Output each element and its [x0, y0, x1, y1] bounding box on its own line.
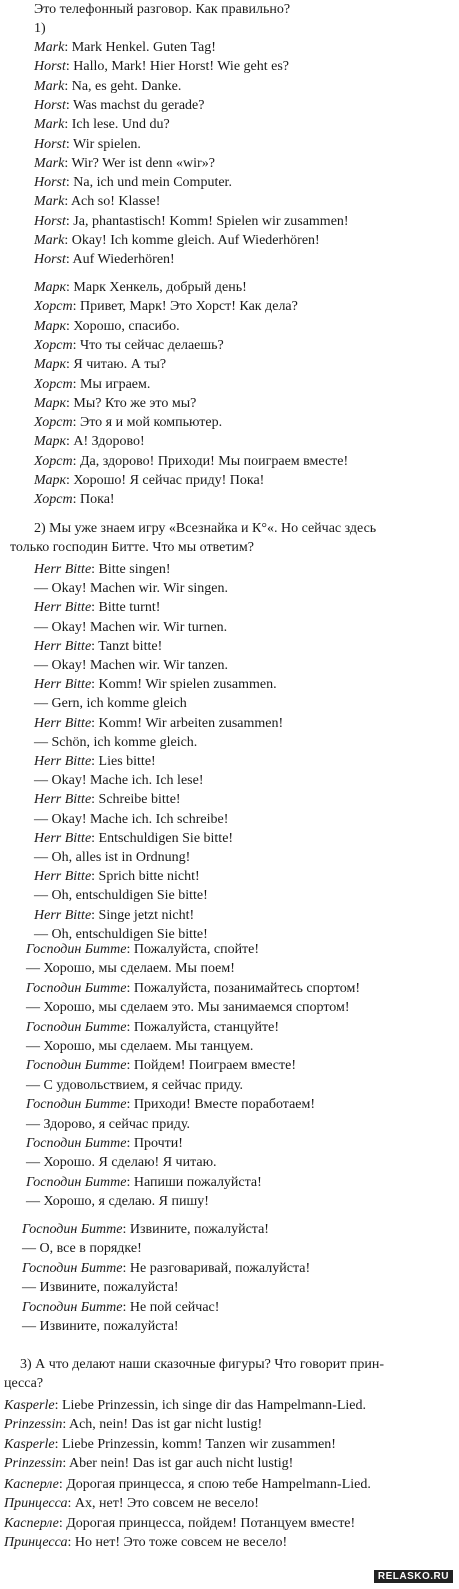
line-text: : Мы играем.	[72, 376, 151, 392]
dialog-line	[26, 1153, 217, 1172]
dialog-line	[34, 135, 141, 154]
speaker-name: Herr Bitte	[34, 792, 92, 808]
dialog-line	[4, 1454, 293, 1473]
line-text: : Lies bitte!	[91, 754, 156, 769]
speaker-name: Mark	[34, 117, 65, 133]
line-text: : Дорогая принцесса, я спою тебе Hampelmann-Lied.	[58, 1477, 371, 1492]
line-text: — Oh, entschuldigen Sie bitte!	[34, 926, 208, 942]
line-text: : Марк Хенкель, добрый день!	[66, 280, 247, 295]
dialog-line	[34, 906, 194, 925]
dialog-line	[22, 1239, 142, 1258]
speaker-name: Марк	[34, 434, 67, 450]
line-text: : Напиши пожалуйста!	[126, 1174, 262, 1190]
dialog-line	[34, 154, 215, 173]
line-text: : Привет, Марк! Это Хорст! Как дела?	[72, 299, 298, 315]
dialog-line	[34, 413, 222, 432]
dialog-line	[34, 173, 232, 192]
dialog-line	[34, 714, 283, 733]
speaker-name: Господин Битте	[26, 1174, 127, 1190]
dialog-line	[22, 1259, 310, 1278]
speaker-name: Kasperle	[4, 1398, 55, 1413]
line-text: : Это я и мой компьютер.	[72, 415, 223, 431]
dialog-line	[26, 1173, 262, 1192]
line-text: : Ach, nein! Das ist gar nicht lustig!	[62, 1417, 263, 1433]
line-text: : Ja, phantastisch! Komm! Spielen wir zusammen!	[65, 213, 349, 229]
dialog-line	[34, 77, 181, 96]
line-text: : Я читаю. А ты?	[66, 357, 167, 373]
line-text: : Не разговаривай, пожалуйста!	[122, 1260, 311, 1276]
speaker-name: Horst	[34, 136, 66, 152]
speaker-name: Mark	[34, 78, 65, 94]
speaker-name: Господин Битте	[26, 1019, 127, 1035]
dialog-line	[34, 867, 200, 886]
line-text: : Ich lese. Und du?	[64, 117, 170, 133]
dialog-line	[34, 618, 227, 637]
speaker-name: Herr Bitte	[34, 562, 92, 577]
section-2-heading-line-1: 2) Мы уже знаем игру «Всезнайка и К°«. Но сейчас здесь	[34, 521, 377, 536]
line-text: — Хорошо, мы сделаем. Мы поем!	[26, 961, 235, 977]
line-text: : Komm! Wir arbeiten zusammen!	[91, 715, 284, 731]
dialog-line	[26, 1115, 190, 1134]
line-text: : Bitte turnt!	[91, 600, 161, 616]
dialog-line	[34, 675, 277, 694]
dialog-line	[34, 317, 180, 336]
speaker-name: Horst	[34, 97, 66, 113]
dialog-line	[26, 1134, 183, 1153]
line-text: — О, все в порядке!	[22, 1241, 142, 1257]
dialog-line	[26, 1076, 243, 1095]
dialog-line	[26, 1018, 279, 1037]
dialog-line	[26, 959, 235, 978]
speaker-name: Марк	[34, 473, 67, 488]
dialog-line	[26, 1192, 209, 1211]
line-text: : А! Здорово!	[66, 434, 145, 450]
line-text: : Ах, нет! Это совсем не весело!	[67, 1496, 259, 1512]
speaker-name: Господин Битте	[22, 1260, 123, 1276]
speaker-name: Prinzessin	[4, 1417, 63, 1433]
line-text: : Liebe Prinzessin, ich singe dir das Hampelmann-Lied.	[54, 1398, 366, 1413]
section-3-heading-line-1: 3) А что делают наши сказочные фигуры? Что говорит прин-	[20, 1357, 385, 1372]
line-text: — Извините, пожалуйста!	[22, 1280, 179, 1296]
speaker-name: Herr Bitte	[34, 638, 92, 654]
dialog-line	[34, 471, 264, 490]
line-text: — Okay! Mache ich. Ich lese!	[34, 773, 204, 789]
speaker-name: Марк	[34, 318, 67, 334]
dialog-line	[34, 297, 298, 316]
speaker-name: Хорст	[34, 453, 73, 469]
dialog-line	[34, 733, 197, 752]
speaker-name: Mark	[34, 233, 65, 248]
dialog-line	[4, 1533, 287, 1552]
line-text: — Хорошо, мы сделаем. Мы танцуем.	[26, 1039, 254, 1054]
dialog-line	[34, 115, 170, 134]
speaker-name: Herr Bitte	[34, 869, 92, 885]
speaker-name: Хорст	[34, 415, 73, 431]
line-text: : Пожалуйста, станцуйте!	[126, 1019, 280, 1035]
speaker-name: Mark	[34, 194, 65, 210]
dialog-line	[22, 1317, 179, 1336]
speaker-name: Господин Битте	[26, 980, 127, 996]
speaker-name: Касперле	[4, 1477, 59, 1492]
line-text: : Мы? Кто же это мы?	[66, 395, 197, 411]
dialog-line	[34, 886, 208, 905]
speaker-name: Хорст	[34, 492, 73, 508]
speaker-name: Хорст	[34, 376, 73, 392]
line-text: : Mark Henkel. Guten Tag!	[64, 40, 216, 55]
line-text: : Извините, пожалуйста!	[122, 1222, 269, 1237]
line-text: — Хорошо, мы сделаем это. Мы занимаемся спортом!	[26, 1000, 350, 1016]
line-text: : Na, ich und mein Computer.	[65, 175, 232, 191]
speaker-name: Принцесса	[4, 1534, 68, 1550]
dialog-line	[34, 694, 187, 713]
speaker-name: Herr Bitte	[34, 754, 92, 769]
dialog-line	[34, 637, 162, 656]
dialog-line	[34, 598, 160, 617]
section-3-heading-line-2: цесса?	[4, 1376, 44, 1391]
dialog-line	[34, 656, 228, 675]
speaker-name: Касперле	[4, 1515, 59, 1531]
speaker-name: Хорст	[34, 299, 73, 315]
dialog-line	[34, 394, 196, 413]
dialog-line	[34, 231, 320, 250]
speaker-name: Господин Битте	[22, 1222, 123, 1237]
dialog-line	[22, 1220, 269, 1239]
speaker-name: Herr Bitte	[34, 677, 92, 693]
line-text: : Да, здорово! Приходи! Мы поиграем вместе!	[72, 453, 349, 469]
line-text: : Schreibe bitte!	[91, 792, 181, 808]
line-text: : Liebe Prinzessin, komm! Tanzen wir zusammen!	[54, 1436, 336, 1452]
dialog-line	[34, 192, 160, 211]
line-text: — Oh, entschuldigen Sie bitte!	[34, 888, 208, 904]
dialog-line	[4, 1494, 259, 1513]
line-text: — Здорово, я сейчас приду.	[26, 1116, 191, 1132]
speaker-name: Kasperle	[4, 1436, 55, 1452]
speaker-name: Horst	[34, 213, 66, 229]
line-text: — С удовольствием, я сейчас приду.	[26, 1077, 243, 1093]
speaker-name: Herr Bitte	[34, 600, 92, 616]
dialog-line	[34, 96, 204, 115]
dialog-line	[34, 250, 175, 269]
line-text: : Hallo, Mark! Hier Horst! Wie geht es?	[65, 59, 290, 75]
dialog-line	[34, 490, 115, 509]
line-text: : Na, es geht. Danke.	[64, 78, 182, 94]
line-text: — Okay! Mache ich. Ich schreibe!	[34, 811, 229, 827]
line-text: : Tanzt bitte!	[91, 638, 163, 654]
line-text: : Wir spielen.	[65, 136, 141, 152]
speaker-name: Принцесса	[4, 1496, 68, 1512]
line-text: : Пойдем! Поиграем вместе!	[126, 1058, 296, 1074]
speaker-name: Horst	[34, 59, 66, 75]
speaker-name: Хорст	[34, 337, 73, 353]
line-text: : Хорошо, спасибо.	[66, 318, 180, 334]
site-watermark: RELASKO.RU	[374, 1570, 453, 1583]
section-1-number: 1)	[34, 21, 46, 36]
line-text: : Aber nein! Das ist gar auch nicht lustig!	[62, 1455, 294, 1471]
dialog-line	[34, 829, 233, 848]
dialog-line	[34, 810, 228, 829]
line-text: : Приходи! Вместе поработаем!	[126, 1097, 316, 1113]
line-text: — Хорошо. Я сделаю! Я читаю.	[26, 1155, 217, 1171]
line-text: : Хорошо! Я сейчас приду! Пока!	[66, 473, 265, 488]
line-text: — Okay! Machen wir. Wir turnen.	[34, 619, 228, 635]
line-text: — Oh, alles ist in Ordnung!	[34, 850, 191, 865]
dialog-line	[34, 790, 181, 809]
dialog-line	[34, 57, 289, 76]
speaker-name: Господин Битте	[26, 942, 127, 957]
line-text: : Wir? Wer ist denn «wir»?	[64, 155, 215, 171]
dialog-line	[4, 1396, 366, 1415]
dialog-line	[26, 940, 259, 959]
dialog-line	[34, 355, 166, 374]
dialog-line	[26, 1056, 296, 1075]
dialog-line	[34, 560, 170, 579]
dialog-line	[34, 336, 224, 355]
line-text: : Пожалуйста, спойте!	[126, 942, 260, 957]
speaker-name: Господин Битте	[26, 1058, 127, 1074]
dialog-line	[26, 998, 350, 1017]
speaker-name: Марк	[34, 395, 67, 411]
speaker-name: Herr Bitte	[34, 907, 92, 923]
dialog-line	[34, 278, 247, 297]
line-text: — Schön, ich komme gleich.	[34, 734, 198, 750]
speaker-name: Mark	[34, 40, 65, 55]
dialog-line	[34, 38, 216, 57]
line-text: — Okay! Machen wir. Wir singen.	[34, 581, 228, 597]
line-text: — Gern, ich komme gleich	[34, 696, 187, 712]
dialog-line	[4, 1435, 336, 1454]
line-text: : Прочти!	[126, 1136, 183, 1151]
line-text: : Okay! Ich komme gleich. Auf Wiederhören!	[64, 233, 320, 248]
dialog-line	[4, 1514, 355, 1533]
speaker-name: Horst	[34, 252, 66, 268]
dialog-line	[34, 848, 190, 867]
section-2-heading-line-2: только господин Битте. Что мы ответим?	[10, 540, 255, 555]
speaker-name: Mark	[34, 155, 65, 171]
line-text: : Sprich bitte nicht!	[91, 869, 200, 885]
line-text: : Ach so! Klasse!	[64, 194, 161, 210]
dialog-line	[34, 771, 203, 790]
line-text: : Но нет! Это тоже совсем не весело!	[67, 1534, 288, 1550]
line-text: : Bitte singen!	[91, 562, 171, 577]
dialog-line	[34, 432, 145, 451]
speaker-name: Марк	[34, 357, 67, 373]
line-text: : Singe jetzt nicht!	[91, 907, 195, 923]
speaker-name: Господин Битте	[22, 1299, 123, 1315]
dialog-line	[34, 375, 150, 394]
line-text: : Дорогая принцесса, пойдем! Потанцуем вместе!	[58, 1515, 356, 1531]
line-text: — Извините, пожалуйста!	[22, 1319, 179, 1334]
line-text: : Entschuldigen Sie bitte!	[91, 830, 234, 846]
line-text: : Komm! Wir spielen zusammen.	[91, 677, 277, 693]
dialog-line	[22, 1298, 219, 1317]
speaker-name: Horst	[34, 175, 66, 191]
intro-text: Это телефонный разговор. Как правильно?	[34, 2, 291, 17]
speaker-name: Господин Битте	[26, 1136, 127, 1151]
dialog-line	[4, 1415, 262, 1434]
dialog-line	[26, 1037, 253, 1056]
dialog-line	[26, 1095, 315, 1114]
dialog-line	[34, 579, 228, 598]
dialog-line	[22, 1278, 179, 1297]
line-text: : Пожалуйста, позанимайтесь спортом!	[126, 980, 361, 996]
speaker-name: Herr Bitte	[34, 830, 92, 846]
speaker-name: Господин Битте	[26, 1097, 127, 1113]
dialog-line	[34, 752, 156, 771]
speaker-name: Марк	[34, 280, 67, 295]
speaker-name: Herr Bitte	[34, 715, 92, 731]
line-text: : Что ты сейчас делаешь?	[72, 337, 224, 353]
dialog-line	[34, 452, 348, 471]
dialog-line	[34, 212, 349, 231]
dialog-line	[26, 979, 360, 998]
line-text: : Auf Wiederhören!	[65, 252, 175, 268]
line-text: — Okay! Machen wir. Wir tanzen.	[34, 658, 228, 673]
speaker-name: Prinzessin	[4, 1455, 63, 1471]
line-text: : Was machst du gerade?	[65, 97, 205, 113]
line-text: : Не пой сейчас!	[122, 1299, 220, 1315]
dialog-line	[4, 1475, 371, 1494]
line-text: : Пока!	[72, 492, 115, 508]
line-text: — Хорошо, я сделаю. Я пишу!	[26, 1194, 209, 1210]
